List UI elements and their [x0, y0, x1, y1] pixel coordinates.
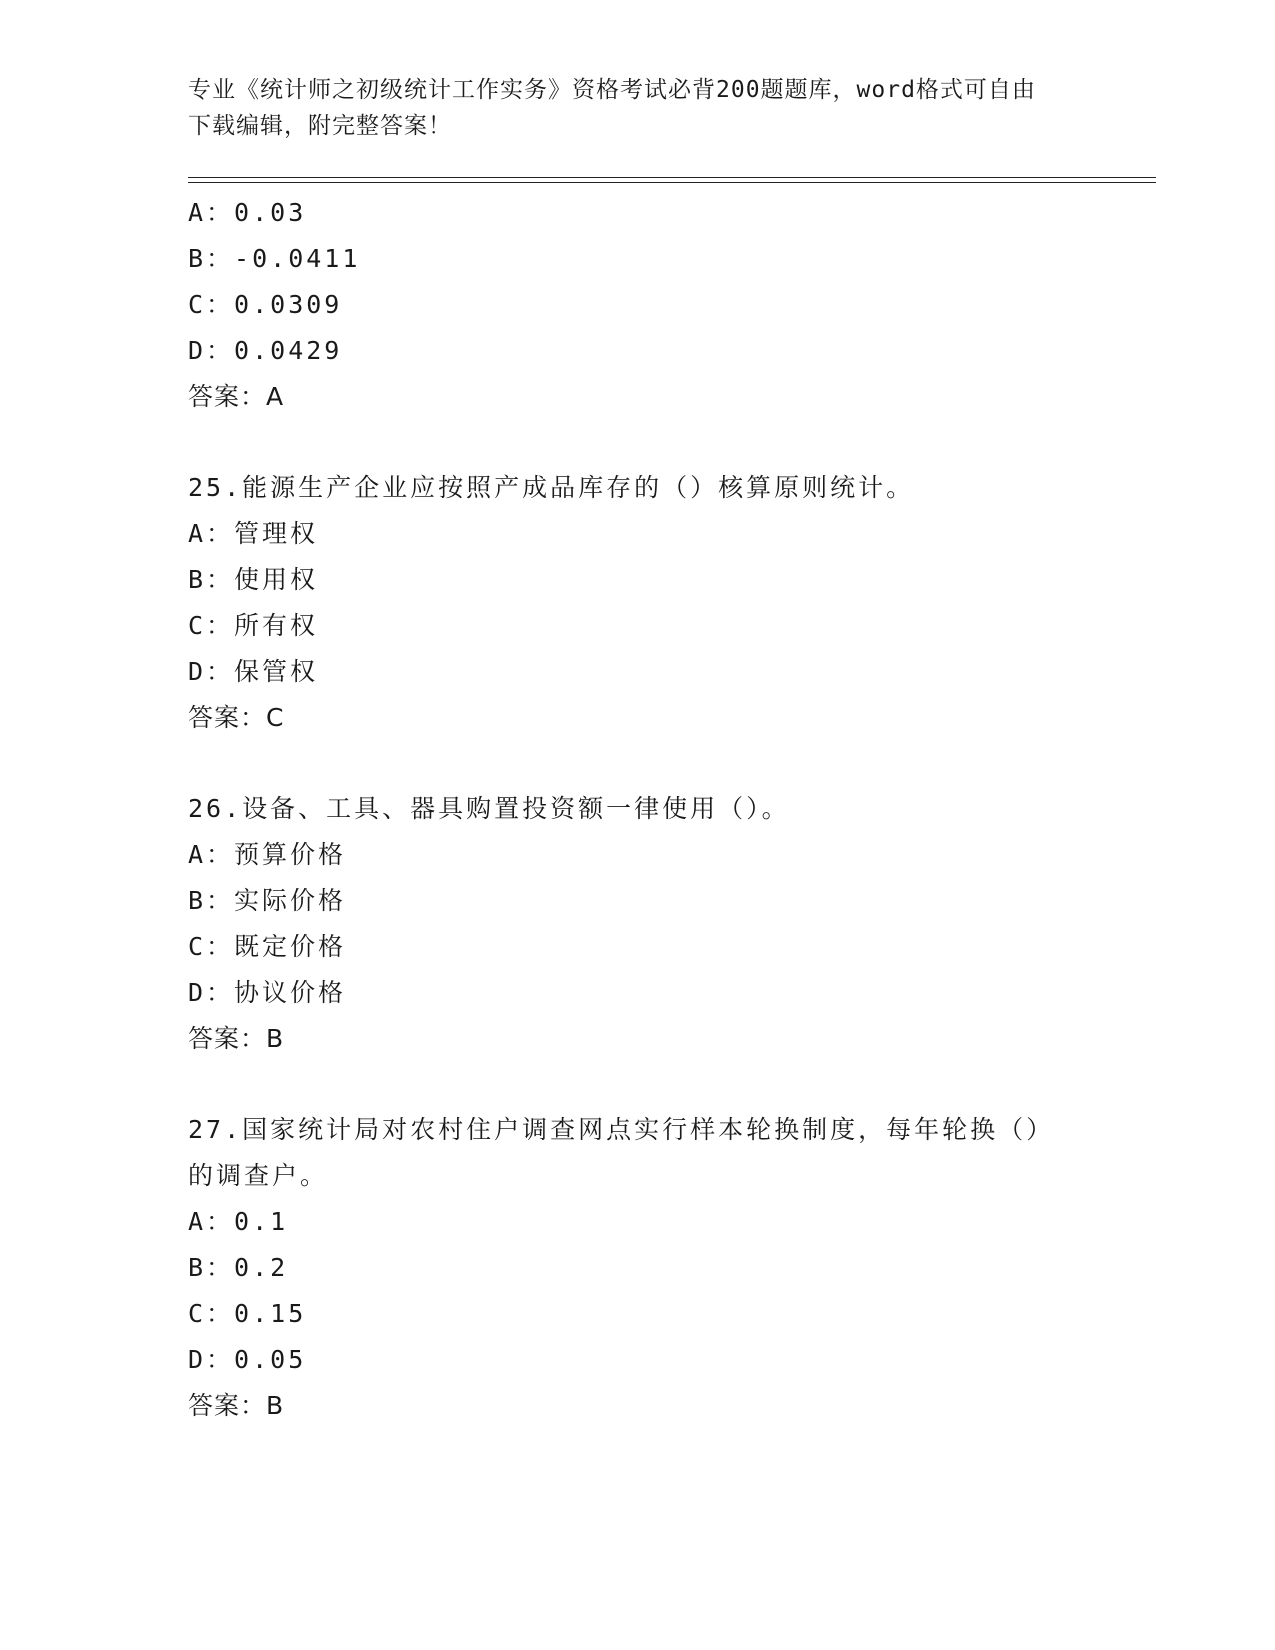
- option-b: B：实际价格: [188, 886, 347, 915]
- answer-line: 答案：C: [188, 703, 285, 732]
- header-divider-top: [188, 177, 1156, 178]
- option-c: C：0.0309: [188, 290, 343, 319]
- question-stem: 25.能源生产企业应按照产成品库存的（）核算原则统计。: [188, 473, 915, 502]
- header-divider-bottom: [188, 182, 1156, 183]
- option-a: A：管理权: [188, 519, 319, 548]
- option-a: A：0.03: [188, 198, 307, 227]
- option-a: A：0.1: [188, 1207, 289, 1236]
- question-25: [188, 465, 1088, 741]
- document-header: [188, 72, 1088, 144]
- option-d: D：协议价格: [188, 978, 347, 1007]
- option-d: D：保管权: [188, 657, 319, 686]
- option-c: C：既定价格: [188, 932, 347, 961]
- option-c: C：所有权: [188, 611, 319, 640]
- header-line-2: 下载编辑，附完整答案！: [188, 113, 452, 139]
- answer-line: 答案：B: [188, 1391, 285, 1420]
- question-spacer: [188, 420, 1088, 465]
- question-spacer: [188, 1062, 1088, 1107]
- question-26: [188, 786, 1088, 1062]
- question-stem-line-1: 27.国家统计局对农村住户调查网点实行样本轮换制度，每年轮换（）: [188, 1115, 1055, 1144]
- option-b: B：使用权: [188, 565, 319, 594]
- header-line-1: 专业《统计师之初级统计工作实务》资格考试必背200题题库，word格式可自由: [188, 77, 1036, 103]
- question-24: [188, 190, 1088, 420]
- option-c: C：0.15: [188, 1299, 307, 1328]
- question-27: [188, 1107, 1088, 1429]
- answer-line: 答案：A: [188, 382, 285, 411]
- option-d: D：0.0429: [188, 336, 343, 365]
- option-b: B：0.2: [188, 1253, 289, 1282]
- question-spacer: [188, 741, 1088, 786]
- answer-line: 答案：B: [188, 1024, 285, 1053]
- question-stem: 26.设备、工具、器具购置投资额一律使用（）。: [188, 794, 790, 823]
- question-stem-line-2: 的调查户。: [188, 1161, 329, 1190]
- option-d: D：0.05: [188, 1345, 307, 1374]
- option-b: B：-0.0411: [188, 244, 361, 273]
- question-list: [188, 190, 1088, 1429]
- option-a: A：预算价格: [188, 840, 347, 869]
